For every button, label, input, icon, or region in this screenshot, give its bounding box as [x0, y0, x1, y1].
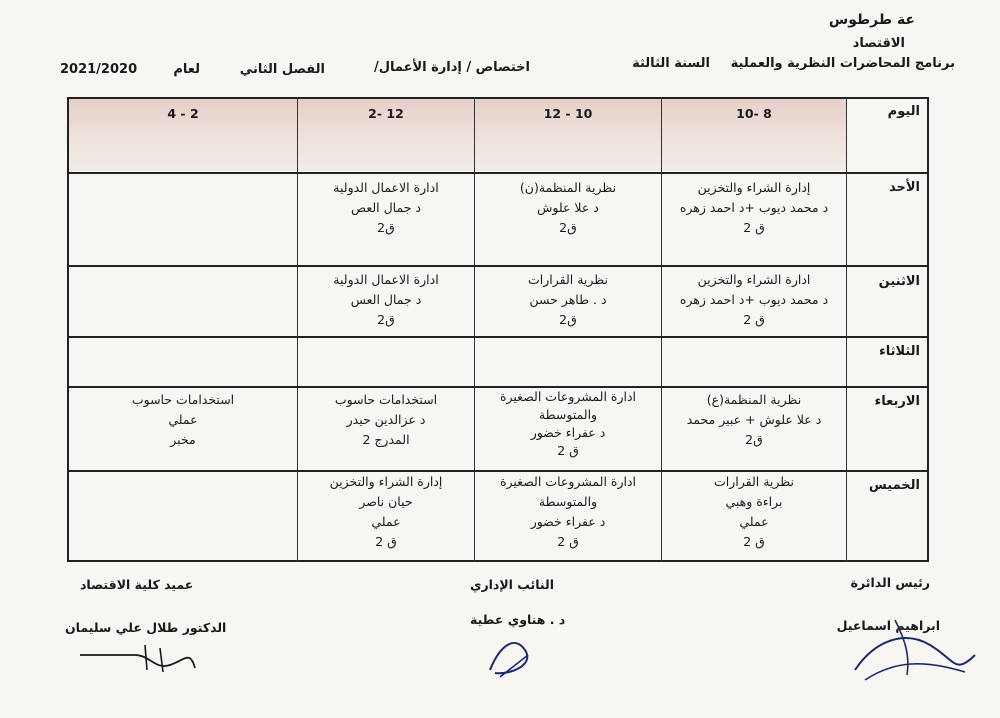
class-cell: نظرية القرارات براءة وهبي عملي ق 2 — [713, 474, 795, 549]
academic-year: 2021/2020 — [60, 62, 138, 77]
class-cell: نظرية المنظمة(ن) د علا علوش ق2 — [519, 180, 617, 235]
col-divider — [846, 97, 847, 562]
day-thursday: الخميس — [868, 478, 920, 493]
year-label: لعام — [173, 62, 200, 77]
year-level: السنة الثالثة — [632, 56, 710, 71]
deputy-name: د . هناوي عطية — [470, 612, 566, 627]
dept-head-title: رئيس الدائرة — [850, 575, 930, 590]
class-cell: استخدامات حاسوب عملي مخبر — [131, 392, 235, 447]
day-sunday: الأحد — [888, 180, 920, 195]
dept-head-signature — [835, 600, 985, 690]
class-cell: ادارة المشروعات الصغيرة والمتوسطة د عفراء خضور ق 2 — [499, 389, 637, 458]
semester: الفصل الثاني — [239, 62, 325, 77]
class-cell: نظرية القرارات د . طاهر حسن ق2 — [527, 272, 609, 327]
deputy-signature — [480, 625, 540, 685]
class-cell: ادارة الاعمال الدولية د جمال العس ق2 — [333, 272, 439, 327]
dean-signature — [75, 640, 205, 690]
deputy-title: النائب الإداري — [470, 577, 554, 592]
class-cell: نظرية المنظمة(ع) د علا علوش + عبير محمد ق2 — [686, 392, 822, 447]
row-divider — [67, 172, 929, 174]
specialization: اختصاص / إدارة الأعمال/ — [373, 60, 530, 75]
dept-head-name: ابراهيم اسماعيل — [836, 618, 940, 633]
row-divider — [67, 336, 929, 338]
dean-name: الدكتور طلال علي سليمان — [65, 620, 227, 635]
class-cell: استخدامات حاسوب د عزالدين حيدر المدرج 2 — [334, 392, 438, 447]
time-slot-header: 10 - 12 — [543, 106, 593, 121]
time-slot-header: 2 - 4 — [167, 106, 199, 121]
class-cell: ادارة الاعمال الدولية د جمال العص ق2 — [333, 180, 439, 235]
day-tuesday: الثلاثاء — [879, 344, 920, 359]
class-cell: ادارة الشراء والتخزين د محمد ديوب +د احمد زهره ق 2 — [679, 272, 829, 327]
day-wednesday: الاربعاء — [874, 394, 920, 409]
row-divider — [67, 265, 929, 267]
day-column-header: اليوم — [887, 104, 920, 119]
time-slot-header: 8 -10 — [736, 106, 772, 121]
dean-title: عميد كلية الاقتصاد — [80, 577, 194, 592]
time-slot-header: 12 -2 — [368, 106, 404, 121]
university-name: عة طرطوس — [828, 12, 915, 28]
faculty-name: الاقتصاد — [852, 36, 905, 51]
class-cell: إدارة الشراء والتخزين د محمد ديوب +د احمد زهره ق 2 — [679, 180, 829, 235]
class-cell: إدارة الشراء والتخزين حيان ناصر عملي ق 2 — [329, 474, 443, 549]
program-title: برنامج المحاضرات النظرية والعملية — [730, 56, 955, 71]
class-cell: ادارة المشروعات الصغيرة والمتوسطة د عفراء خضور ق 2 — [499, 474, 637, 549]
day-monday: الاثنين — [878, 274, 920, 289]
